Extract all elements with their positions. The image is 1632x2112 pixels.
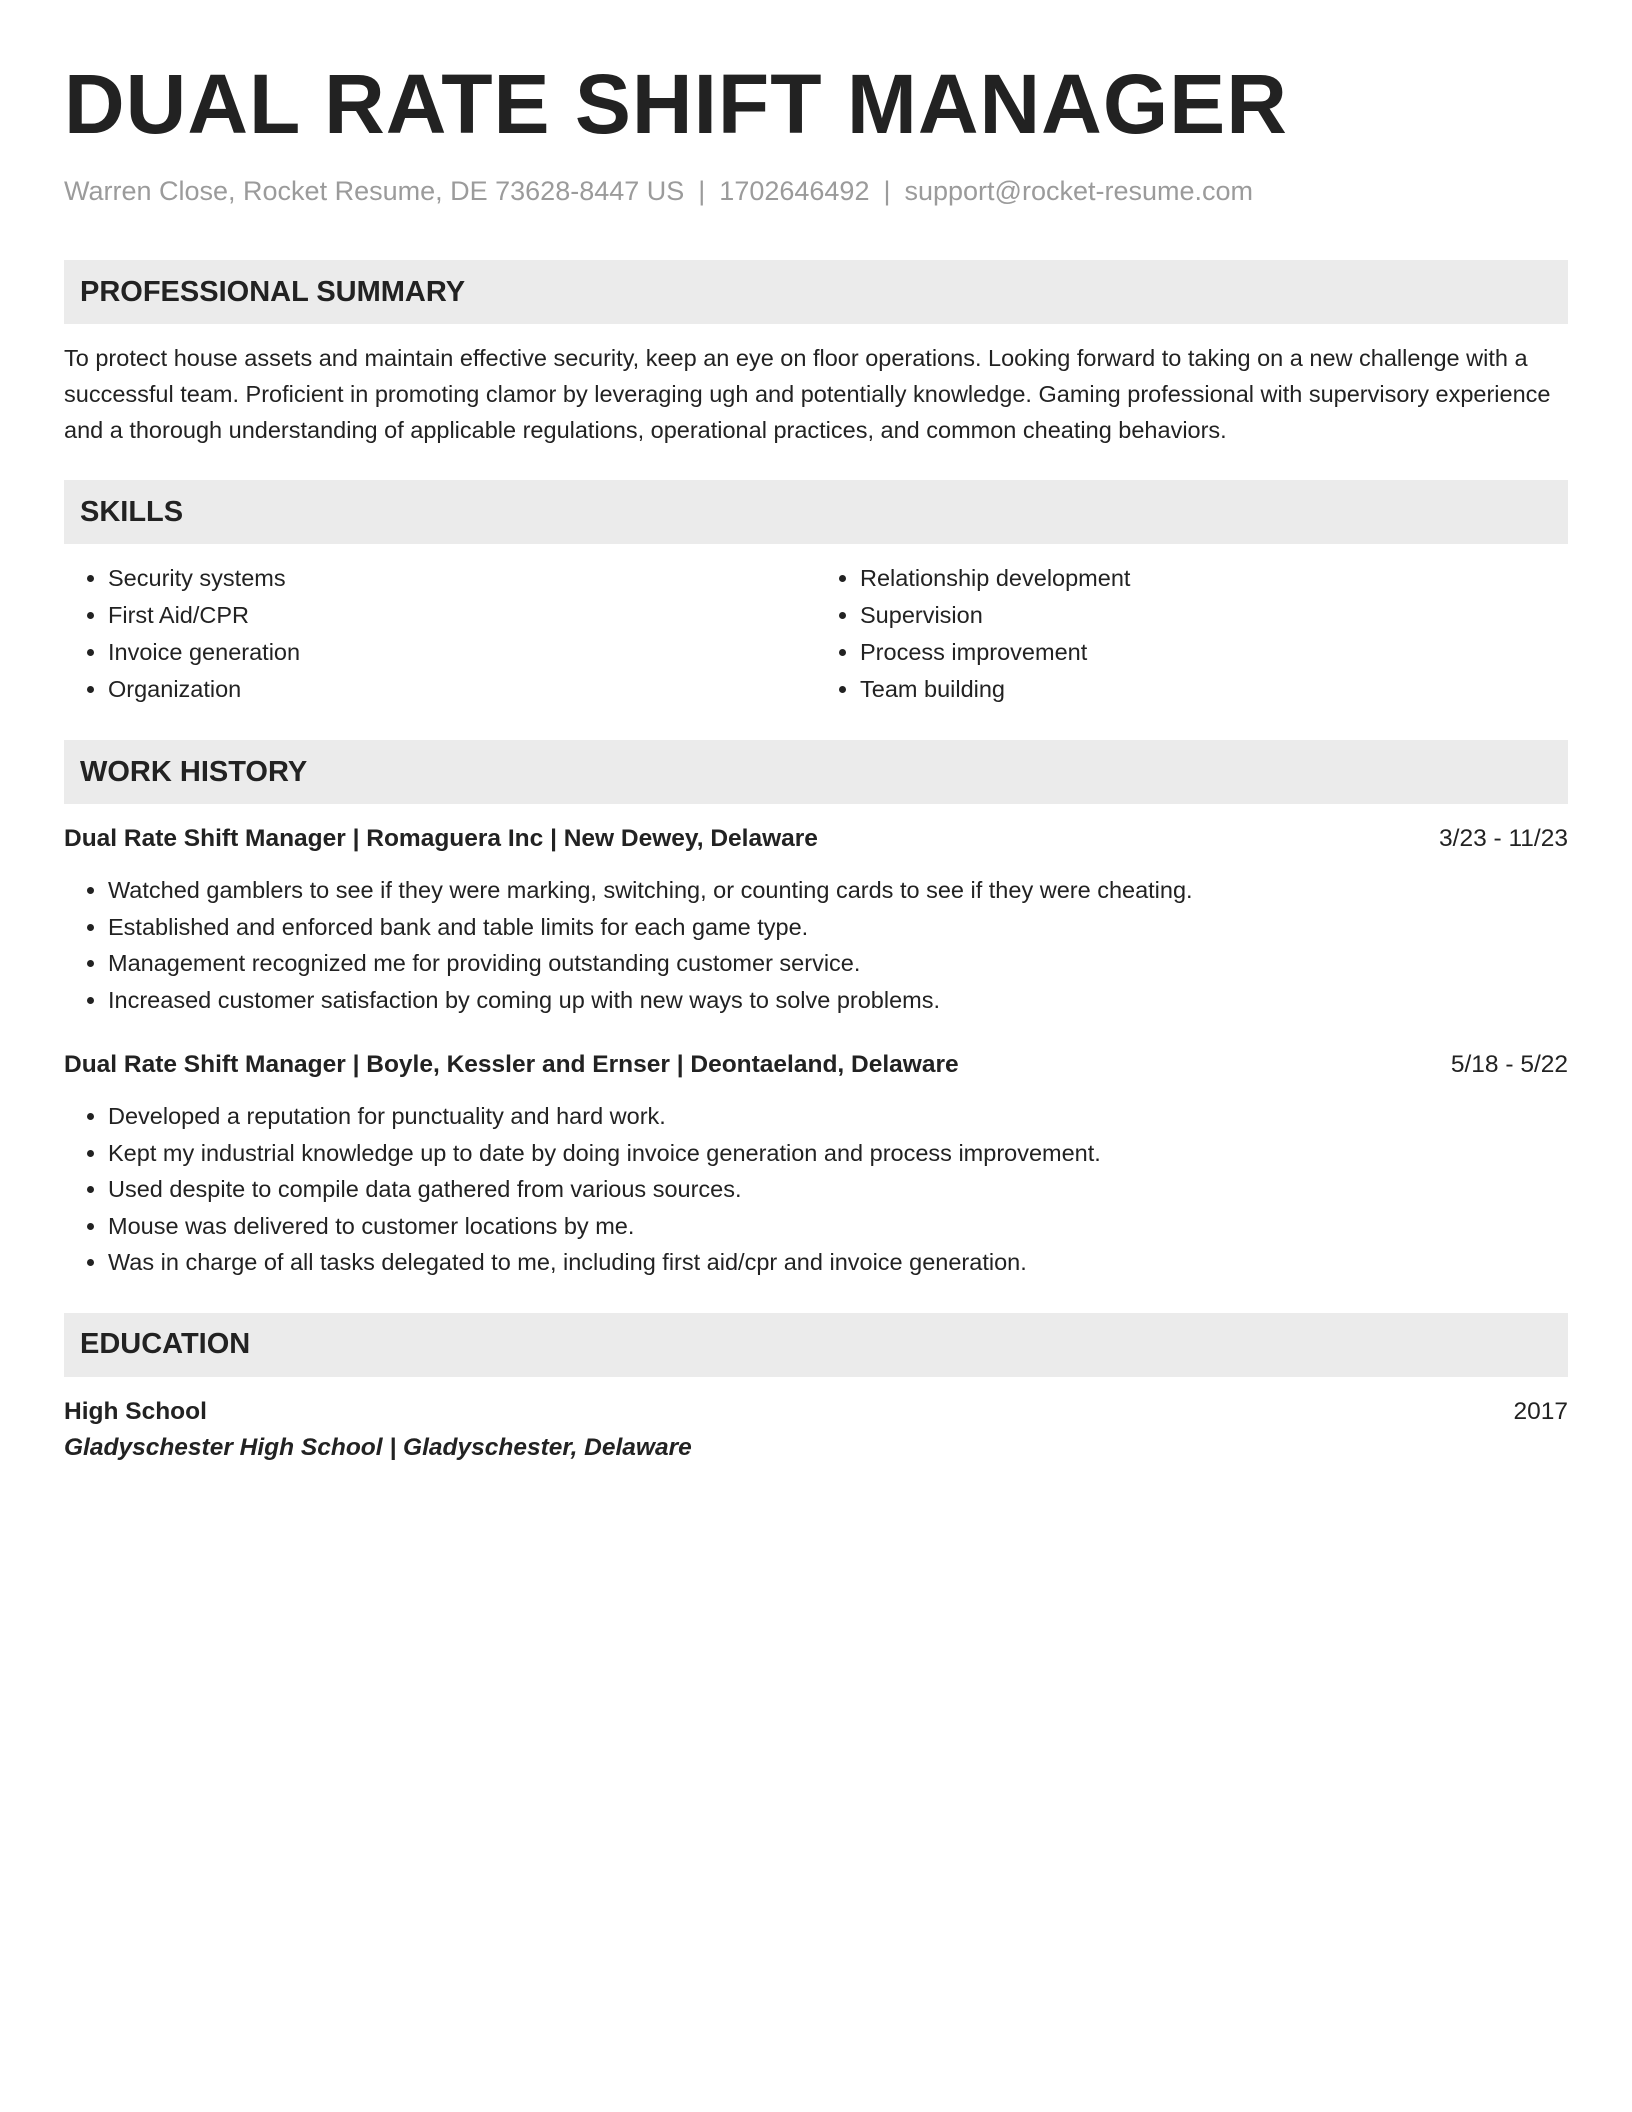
job-bullet: • Developed a reputation for punctuality and hard work. [108,1098,1568,1135]
job-bullet: • Was in charge of all tasks delegated to me, including first aid/cpr and invoice generation. [108,1244,1568,1281]
job-bullet: • Mouse was delivered to customer locations by me. [108,1208,1568,1245]
job-bullets [64,1098,1568,1281]
section-heading-work-history: WORK HISTORY [64,740,1568,804]
education-school: Gladyschester High School | Gladyschester, Delaware [64,1433,692,1461]
skills-column-right [816,560,1568,708]
job-header [64,822,1568,856]
job-bullet: • Used despite to compile data gathered from various sources. [108,1171,1568,1208]
contact-address: Warren Close, Rocket Resume, DE 73628-8447 US [64,176,685,206]
skill-item: • Supervision [860,597,1568,634]
skill-item: • Relationship development [860,560,1568,597]
contact-separator: | [883,176,891,206]
skill-item: • Organization [108,671,816,708]
skill-item: • Team building [860,671,1568,708]
education-header [64,1395,1568,1429]
contact-line [64,174,1568,208]
education-degree: High School [64,1397,207,1425]
job-bullets [64,872,1568,1018]
contact-phone: 1702646492 [719,176,870,206]
skill-item: • Process improvement [860,634,1568,671]
job-title: Dual Rate Shift Manager | Romaguera Inc | New Dewey, Delaware [64,825,818,852]
job-dates: 3/23 - 11/23 [1439,825,1568,852]
job-bullet: • Kept my industrial knowledge up to date by doing invoice generation and process improvement. [108,1135,1568,1172]
summary-text: To protect house assets and maintain effective security, keep an eye on floor operations. Looking forward to taking on a new challenge with a successful team. Proficient in promoting clamor by leveraging ugh and potentially knowledge. Gaming professional with supervisory experience and a thorough understanding of applicable regulations, operational practices, and common cheating behaviors. [64,345,1551,443]
skill-item: • First Aid/CPR [108,597,816,634]
resume-name: DUAL RATE SHIFT MANAGER [64,57,1288,151]
job-bullet: • Watched gamblers to see if they were marking, switching, or counting cards to see if they were cheating. [108,872,1568,909]
contact-email: support@rocket-resume.com [904,176,1254,206]
section-heading-summary: PROFESSIONAL SUMMARY [64,260,1568,324]
job-bullet: • Management recognized me for providing outstanding customer service. [108,945,1568,982]
skill-item: • Invoice generation [108,634,816,671]
job-title: Dual Rate Shift Manager | Boyle, Kessler and Ernser | Deontaeland, Delaware [64,1051,959,1078]
education-year: 2017 [1513,1397,1568,1425]
contact-separator: | [698,176,706,206]
skills-column-left [64,560,816,708]
job-entry [64,822,1568,1018]
job-dates: 5/18 - 5/22 [1450,1051,1568,1078]
skills-list [64,560,1568,708]
education-entry [64,1395,1568,1467]
job-bullet: • Increased customer satisfaction by coming up with new ways to solve problems. [108,982,1568,1019]
section-heading-education: EDUCATION [64,1313,1568,1377]
job-header [64,1048,1568,1082]
section-heading-skills: SKILLS [64,480,1568,544]
job-entry [64,1048,1568,1281]
job-bullet: • Established and enforced bank and table limits for each game type. [108,909,1568,946]
skill-item: • Security systems [108,560,816,597]
